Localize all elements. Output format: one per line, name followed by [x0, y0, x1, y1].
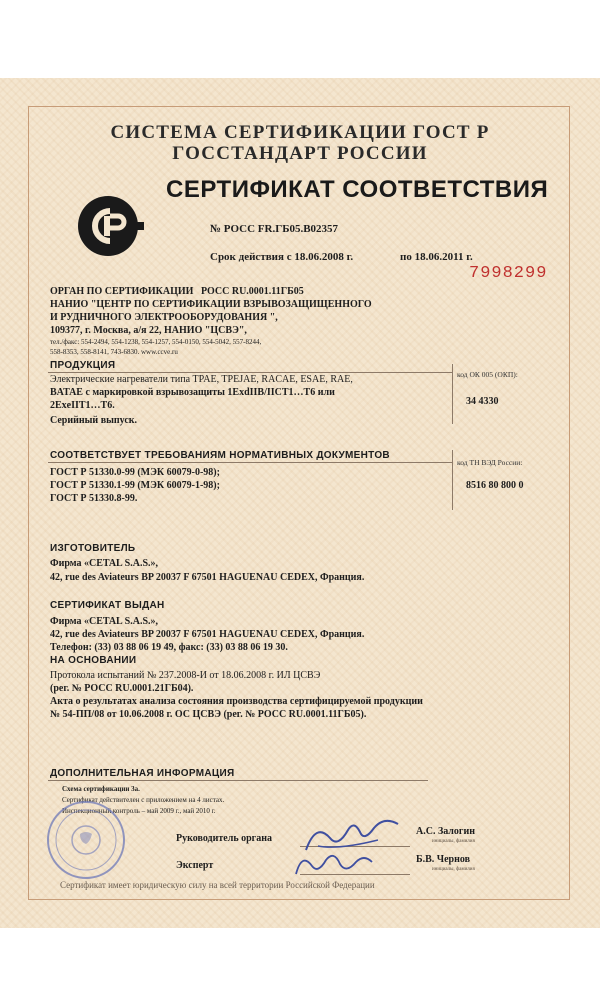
- validity-from: Срок действия с 18.06.2008 г.: [210, 251, 354, 263]
- product-rule: [48, 372, 452, 373]
- organ-heading-label: ОРГАН ПО СЕРТИФИКАЦИИ: [50, 286, 194, 297]
- certificate-title: СЕРТИФИКАТ СООТВЕТСТВИЯ: [166, 176, 549, 203]
- validity-to: по 18.06.2011 г.: [400, 251, 473, 263]
- seal-stamp: [44, 798, 128, 882]
- additional-line1: Схема сертификации 3а.: [62, 785, 140, 793]
- manufacturer-heading: ИЗГОТОВИТЕЛЬ: [50, 543, 136, 554]
- product-line4: Серийный выпуск.: [50, 415, 138, 426]
- system-title-line1: СИСТЕМА СЕРТИФИКАЦИИ ГОСТ Р: [110, 122, 490, 143]
- basis-heading: НА ОСНОВАНИИ: [50, 655, 137, 666]
- basis-line3: Акта о результатах анализа состояния производства сертифицируемой продукции: [50, 696, 423, 707]
- okp-label: код ОК 005 (ОКП):: [457, 370, 518, 379]
- additional-line3: Инспекционный контроль – май 2009 г., май 2010 г.: [62, 807, 216, 815]
- conformity-line3: ГОСТ Р 51330.8-99.: [50, 493, 138, 504]
- conformity-line1: ГОСТ Р 51330.0-99 (МЭК 60079-0-98);: [50, 467, 220, 478]
- tnved-value: 8516 80 800 0: [466, 480, 524, 491]
- basis-line4: № 54-ПП/08 от 10.06.2008 г. ОС ЦСВЭ (рег. № РОСС RU.0001.11ГБ05).: [50, 709, 367, 720]
- basis-line2: (рег. № РОСС RU.0001.21ГБ04).: [50, 683, 194, 694]
- serial-number: 7998299: [469, 264, 548, 283]
- expert-label: Эксперт: [176, 860, 214, 871]
- legal-notice: Сертификат имеет юридическую силу на всей территории Российской Федерации: [60, 880, 375, 890]
- organ-address: 109377, г. Москва, а/я 22, НАНИО "ЦСВЭ",: [50, 325, 247, 336]
- okp-divider: [452, 364, 453, 424]
- issued-heading: СЕРТИФИКАТ ВЫДАН: [50, 600, 165, 611]
- basis-line1: Протокола испытаний № 237.2008-И от 18.06.2008 г. ИЛ ЦСВЭ: [50, 670, 321, 681]
- organ-line1: НАНИО "ЦЕНТР ПО СЕРТИФИКАЦИИ ВЗРЫВОЗАЩИЩЕННОГО: [50, 299, 372, 310]
- conformity-heading: СООТВЕТСТВУЕТ ТРЕБОВАНИЯМ НОРМАТИВНЫХ ДОКУМЕНТОВ: [50, 450, 390, 461]
- product-line2: BATAE с маркировкой взрывозащиты 1ExdIIB/IICT1…T6 или: [50, 387, 335, 398]
- issued-line2: 42, rue des Aviateurs BP 20037 F 67501 HAGUENAU CEDEX, Франция.: [50, 629, 365, 640]
- organ-code: РОСС RU.0001.11ГБ05: [200, 286, 304, 297]
- conformity-rule: [48, 462, 452, 463]
- certificate-number: № РОСС FR.ГБ05.В02357: [210, 223, 339, 235]
- organ-line2: И РУДНИЧНОГО ЭЛЕКТРООБОРУДОВАНИЯ ",: [50, 312, 278, 323]
- additional-line2: Сертификат действителен с приложением на 4 листах.: [62, 796, 225, 804]
- head-name: А.С. Залогин: [416, 826, 475, 837]
- product-heading: ПРОДУКЦИЯ: [50, 360, 116, 371]
- product-line3: 2ExeIIT1…T6.: [50, 400, 115, 411]
- organ-heading: [50, 286, 304, 299]
- additional-rule: [48, 780, 428, 781]
- issued-line3: Телефон: (33) 03 88 06 19 49, факс: (33) 03 88 06 19 30.: [50, 642, 288, 653]
- tnved-divider: [452, 450, 453, 510]
- organ-phones-1: тел./факс: 554-2494, 554-1238, 554-1257, 554-0150, 554-5042, 557-8244,: [50, 338, 262, 346]
- gost-r-logo-icon: [70, 186, 150, 266]
- manufacturer-line1: Фирма «CETAL S.A.S.»,: [50, 558, 159, 569]
- conformity-line2: ГОСТ Р 51330.1-99 (МЭК 60079-1-98);: [50, 480, 220, 491]
- additional-heading: ДОПОЛНИТЕЛЬНАЯ ИНФОРМАЦИЯ: [50, 768, 235, 779]
- okp-value: 34 4330: [466, 396, 499, 407]
- manufacturer-line2: 42, rue des Aviateurs BP 20037 F 67501 HAGUENAU CEDEX, Франция.: [50, 572, 365, 583]
- tnved-label: код ТН ВЭД России:: [457, 458, 523, 467]
- head-name-caption: инициалы, фамилия: [432, 839, 475, 844]
- expert-name-caption: инициалы, фамилия: [432, 867, 475, 872]
- product-line1: Электрические нагреватели типа TPAE, TPEJAE, RACAE, ESAE, RAE,: [50, 374, 353, 385]
- head-label: Руководитель органа: [176, 833, 272, 844]
- issued-line1: Фирма «CETAL S.A.S.»,: [50, 616, 159, 627]
- organ-phones-2: 558-8353, 558-8141, 743-6830. www.ccve.ru: [50, 348, 178, 356]
- expert-name: Б.В. Чернов: [416, 854, 471, 865]
- system-title-line2: ГОССТАНДАРТ РОССИИ: [172, 143, 428, 164]
- certificate-sheet: [0, 78, 600, 928]
